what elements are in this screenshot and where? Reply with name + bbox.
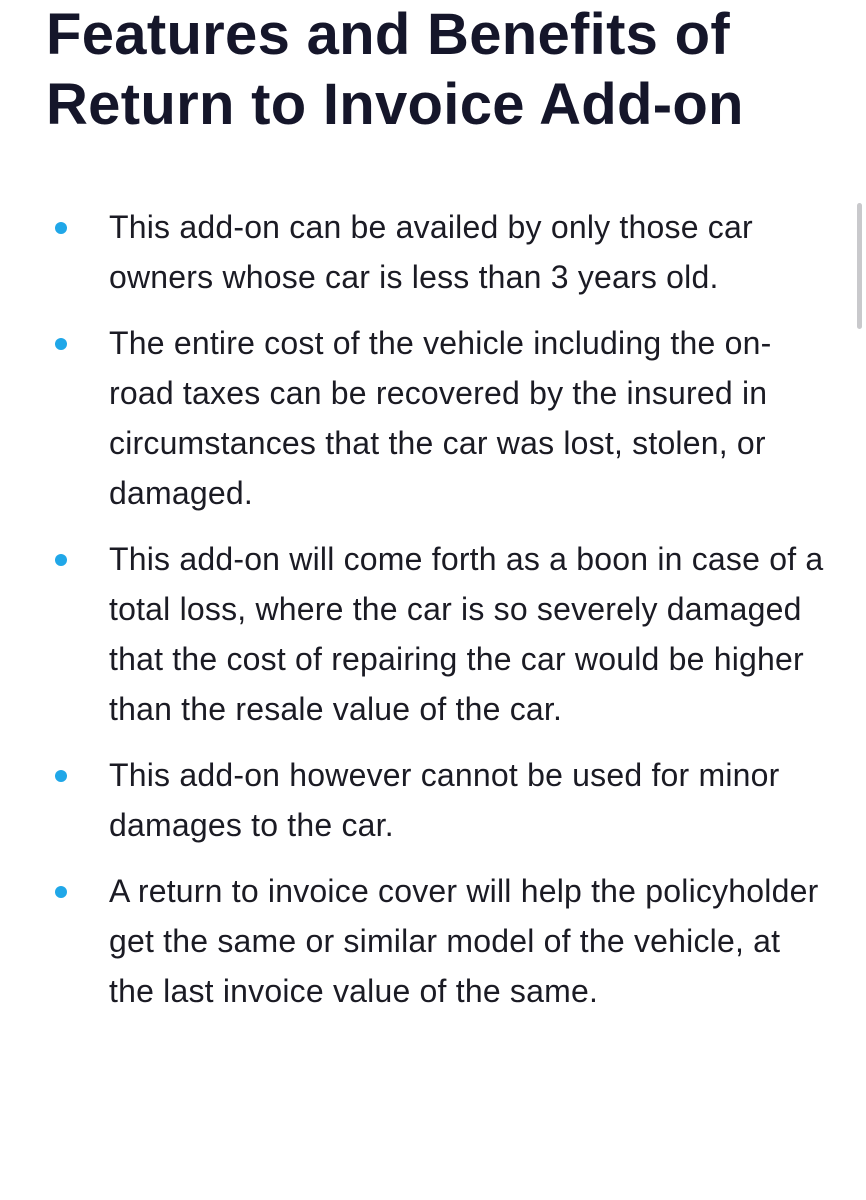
list-item xyxy=(0,318,866,518)
list-item xyxy=(0,866,866,1016)
page-title: Features and Benefits of Return to Invoice Add-on xyxy=(46,2,744,137)
vertical-scrollbar[interactable] xyxy=(857,203,862,329)
bullet-icon xyxy=(55,222,67,234)
bullet-icon xyxy=(55,770,67,782)
bullet-icon xyxy=(55,886,67,898)
list-item-text: This add-on however cannot be used for minor damages to the car. xyxy=(109,757,780,843)
list-item xyxy=(0,750,866,850)
list-item-text: This add-on can be availed by only those car owners whose car is less than 3 years old. xyxy=(109,209,753,295)
feature-list xyxy=(0,202,866,1032)
list-item-text: A return to invoice cover will help the policyholder get the same or similar model of the vehicle, at the last invoice value of the same. xyxy=(109,873,819,1009)
bullet-icon xyxy=(55,554,67,566)
list-item xyxy=(0,534,866,734)
bullet-icon xyxy=(55,338,67,350)
list-item xyxy=(0,202,866,302)
list-item-text: This add-on will come forth as a boon in case of a total loss, where the car is so severely damaged that the cost of repairing the car would be higher than the resale value of the car. xyxy=(109,541,824,727)
list-item-text: The entire cost of the vehicle including the on-road taxes can be recovered by the insured in circumstances that the car was lost, stolen, or damaged. xyxy=(109,325,772,511)
